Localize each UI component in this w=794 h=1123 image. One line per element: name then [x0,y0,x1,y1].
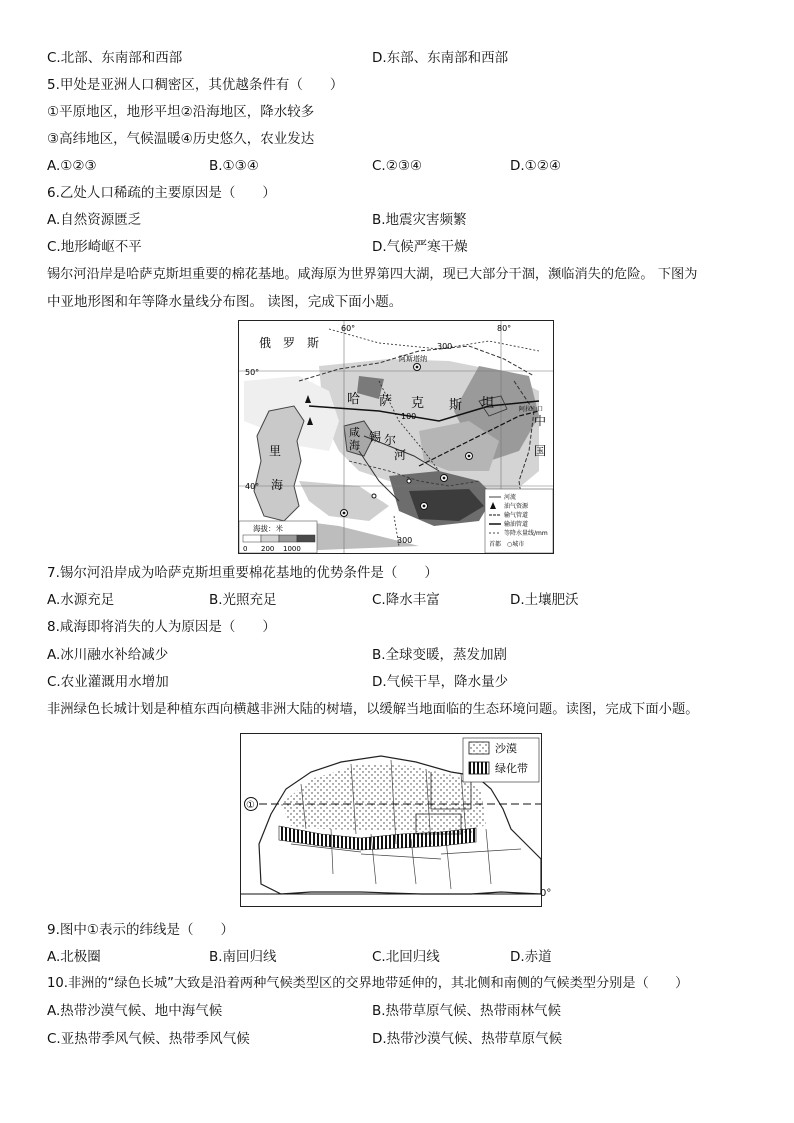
legend-tick-1000: 1000 [283,545,301,553]
label-syr-1: 锡 [369,430,382,444]
q7-option-a: A.水源充足 [47,592,115,608]
q10-stem: 10.非洲的“绿色长城”大致是沿着两种气候类型区的交界地带延伸的，其北侧和南侧的气候类型分别是（ ） [47,976,689,991]
label-isohyet-100: 100 [401,412,417,421]
q7-option-b: B.光照充足 [209,592,277,608]
q7-option-c: C.降水丰富 [372,592,440,608]
legend-oil-gas: 油气资源 [504,503,529,510]
label-kazakh-4: 斯 [449,398,463,413]
q5-option-a: A.①②③ [47,158,97,174]
q10-option-b: B.热带草原气候、热带雨林气候 [372,1003,562,1019]
q8-option-b: B.全球变暖，蒸发加剧 [372,647,508,663]
label-astana: 阿斯塔纳 [399,355,427,363]
legend-elevation-title: 海拔：米 [253,524,283,533]
label-isohyet-300a: 300 [437,342,453,351]
q5-option-b: B.①③④ [209,158,259,174]
q5-option-d: D.①②④ [510,158,561,174]
q6-option-a: A.自然资源匮乏 [47,212,142,228]
intro-africa: 非洲绿色长城计划是种植东西向横越非洲大陆的树墙，以缓解当地面临的生态环境问题。读图，完成下面小题。 [47,702,699,717]
label-isohyet-300b: 300 [397,536,413,545]
label-lat40: 40° [245,482,260,491]
q5-conditions-1: ①平原地区，地形平坦②沿海地区，降水较多 [47,104,315,120]
legend-tick-200: 200 [261,545,275,553]
label-alashankou: 阿拉山口 [519,406,544,413]
central-asia-map [238,320,554,554]
legend-isohyet: 等降水量线/mm [504,530,548,537]
q7-stem: 7.锡尔河沿岸成为哈萨克斯坦重要棉花基地的优势条件是（ ） [47,565,438,581]
q10-option-a: A.热带沙漠气候、地中海气候 [47,1003,223,1019]
q8-option-a: A.冰川融水补给减少 [47,647,169,663]
label-syr-2: 尔 [384,433,397,447]
legend-river: 河流 [504,494,517,501]
q9-option-a: A.北极圈 [47,949,101,965]
q4-option-c: C.北部、东南部和西部 [47,50,183,66]
q9-option-d: D.赤道 [510,949,552,965]
label-aral-2: 海 [349,439,360,452]
legend-oil-pipe: 输油管道 [504,521,529,528]
q6-option-b: B.地震灾害频繁 [372,212,467,228]
legend-gas-pipe: 输气管道 [504,512,529,519]
label-lat50: 50° [245,368,260,377]
label-lon60: 60° [341,324,356,333]
legend-tick-0: 0 [243,545,248,553]
q9-option-c: C.北回归线 [372,949,440,965]
q6-option-c: C.地形崎岖不平 [47,239,142,255]
q8-option-d: D.气候干旱，降水量少 [372,674,509,690]
intro-central-asia-line2: 中亚地形图和年等降水量线分布图。 读图，完成下面小题。 [47,294,403,310]
q8-stem: 8.咸海即将消失的人为原因是（ ） [47,619,276,635]
legend-green-belt: 绿化带 [495,762,528,775]
label-china-2: 国 [534,444,547,458]
q6-option-d: D.气候严寒干燥 [372,239,468,255]
q5-conditions-2: ③高纬地区，气候温暖④历史悠久，农业发达 [47,131,315,147]
q5-option-c: C.②③④ [372,158,423,174]
label-kazakh-2: 萨 [379,394,393,409]
q9-stem: 9.图中①表示的纬线是（ ） [47,922,234,938]
label-syr-3: 河 [394,448,407,462]
q9-option-b: B.南回归线 [209,949,277,965]
legend-capital-city: 首都 ○城市 [489,541,525,548]
africa-green-wall-map [240,733,542,907]
q7-option-d: D.土壤肥沃 [510,592,579,608]
label-aral-1: 咸 [349,426,360,439]
label-china-1: 中 [534,414,547,428]
latitude-marker-1: ① [246,800,255,811]
q4-option-d: D.东部、东南部和西部 [372,50,509,66]
label-kazakh-1: 哈 [347,392,361,407]
label-russia: 俄 罗 斯 [259,336,320,350]
q6-stem: 6.乙处人口稀疏的主要原因是（ ） [47,185,276,201]
label-caspian-2: 海 [271,478,284,492]
equator-label: 0° [540,888,552,899]
intro-central-asia-line1: 锡尔河沿岸是哈萨克斯坦重要的棉花基地。咸海原为世界第四大湖，现已大部分干涸，濒临消失的危险。 下图为 [47,267,698,282]
label-kazakh-5: 坦 [481,396,495,411]
q5-stem: 5.甲处是亚洲人口稠密区，其优越条件有（ ） [47,77,344,93]
label-caspian-1: 里 [269,444,282,458]
label-lon80: 80° [497,324,512,333]
label-kazakh-3: 克 [411,396,425,411]
legend-desert: 沙漠 [495,742,517,755]
q8-option-c: C.农业灌溉用水增加 [47,674,169,690]
q10-option-c: C.亚热带季风气候、热带季风气候 [47,1031,250,1047]
q10-option-d: D.热带沙漠气候、热带草原气候 [372,1031,563,1047]
